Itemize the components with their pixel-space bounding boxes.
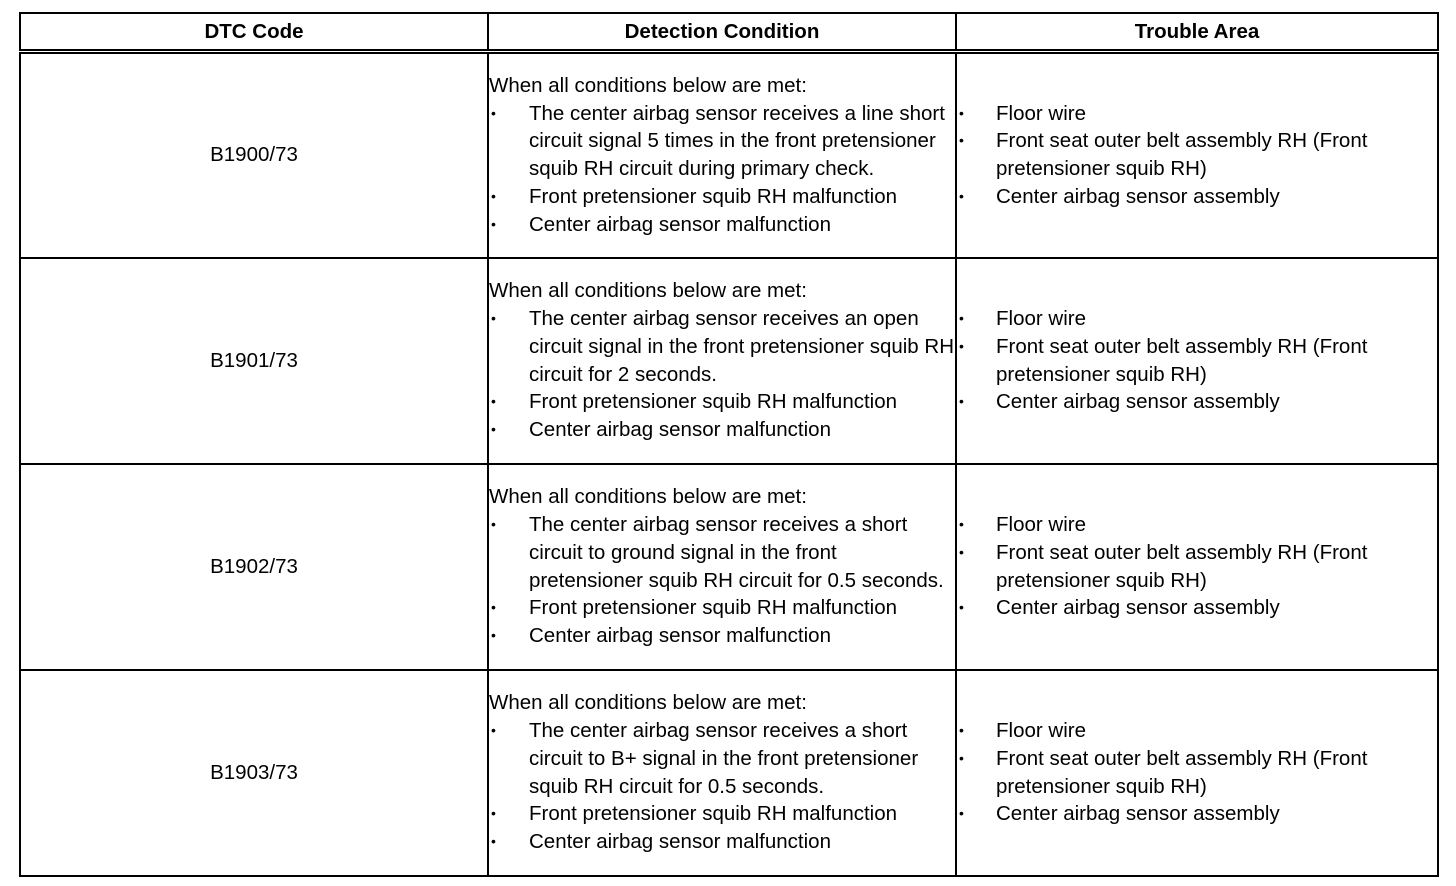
bullet-icon: • — [491, 515, 496, 532]
condition-text: Center airbag sensor malfunction — [529, 624, 831, 648]
condition-item — [489, 594, 955, 622]
trouble-area-list — [957, 717, 1437, 828]
bullet-icon: • — [491, 393, 496, 410]
detection-condition-cell — [488, 670, 956, 876]
trouble-area-text: Floor wire — [996, 101, 1086, 125]
table-body — [20, 52, 1438, 876]
trouble-area-list — [957, 511, 1437, 622]
condition-intro: When all conditions below are met: — [489, 485, 807, 509]
bullet-icon: • — [959, 393, 964, 410]
condition-intro: When all conditions below are met: — [489, 73, 807, 97]
trouble-area-item — [957, 594, 1437, 622]
condition-text: The center airbag sensor receives a short circuit to ground signal in the front pretensioner squib RH circuit for 0.5 seconds. — [529, 512, 944, 592]
header-detection-condition: Detection Condition — [488, 13, 956, 52]
trouble-area-text: Front seat outer belt assembly RH (Front pretensioner squib RH) — [996, 746, 1368, 798]
bullet-icon: • — [491, 421, 496, 438]
bullet-icon: • — [959, 599, 964, 616]
table-row — [20, 464, 1438, 670]
table-row — [20, 52, 1438, 258]
condition-text: The center airbag sensor receives an open circuit signal in the front pretensioner squib RH circuit for 2 seconds. — [529, 306, 955, 386]
condition-item — [489, 388, 955, 416]
bullet-icon: • — [959, 104, 964, 121]
bullet-icon: • — [959, 805, 964, 822]
trouble-area-text: Floor wire — [996, 718, 1086, 742]
bullet-icon: • — [959, 132, 964, 149]
condition-list — [489, 717, 955, 856]
trouble-area-item — [957, 717, 1437, 745]
trouble-area-item — [957, 127, 1437, 183]
condition-item — [489, 622, 955, 650]
trouble-area-text: Center airbag sensor assembly — [996, 185, 1280, 209]
bullet-icon: • — [491, 721, 496, 738]
trouble-area-item — [957, 100, 1437, 128]
trouble-area-text: Front seat outer belt assembly RH (Front pretensioner squib RH) — [996, 129, 1368, 181]
detection-condition-cell — [488, 258, 956, 464]
trouble-area-cell — [956, 464, 1438, 670]
header-dtc-code: DTC Code — [20, 13, 488, 52]
trouble-area-item — [957, 183, 1437, 211]
trouble-area-text: Center airbag sensor assembly — [996, 596, 1280, 620]
trouble-area-text: Front seat outer belt assembly RH (Front pretensioner squib RH) — [996, 334, 1368, 386]
condition-text: Front pretensioner squib RH malfunction — [529, 185, 898, 209]
bullet-icon: • — [959, 309, 964, 326]
bullet-icon: • — [491, 627, 496, 644]
condition-item — [489, 305, 955, 388]
condition-item — [489, 211, 955, 239]
condition-list — [489, 305, 955, 444]
condition-list — [489, 511, 955, 650]
bullet-icon: • — [491, 104, 496, 121]
trouble-area-text: Center airbag sensor assembly — [996, 802, 1280, 826]
bullet-icon: • — [491, 309, 496, 326]
condition-text: Center airbag sensor malfunction — [529, 418, 831, 442]
trouble-area-cell — [956, 52, 1438, 258]
condition-text: Center airbag sensor malfunction — [529, 212, 831, 236]
condition-item — [489, 828, 955, 856]
condition-item — [489, 717, 955, 800]
condition-text: The center airbag sensor receives a line short circuit signal 5 times in the front pretensioner squib RH circuit during primary check. — [529, 101, 945, 181]
bullet-icon: • — [959, 721, 964, 738]
detection-condition-cell — [488, 52, 956, 258]
trouble-area-item — [957, 305, 1437, 333]
trouble-area-text: Center airbag sensor assembly — [996, 390, 1280, 414]
trouble-area-text: Front seat outer belt assembly RH (Front pretensioner squib RH) — [996, 540, 1368, 592]
bullet-icon: • — [959, 188, 964, 205]
trouble-area-item — [957, 539, 1437, 595]
bullet-icon: • — [959, 749, 964, 766]
bullet-icon: • — [959, 337, 964, 354]
condition-intro: When all conditions below are met: — [489, 279, 807, 303]
dtc-code-cell: B1903/73 — [20, 670, 488, 876]
trouble-area-item — [957, 800, 1437, 828]
trouble-area-cell — [956, 258, 1438, 464]
bullet-icon: • — [959, 515, 964, 532]
bullet-icon: • — [491, 833, 496, 850]
bullet-icon: • — [491, 805, 496, 822]
table-header — [20, 13, 1438, 52]
dtc-code-cell: B1901/73 — [20, 258, 488, 464]
bullet-icon: • — [491, 188, 496, 205]
condition-list — [489, 100, 955, 239]
table-row — [20, 670, 1438, 876]
condition-item — [489, 416, 955, 444]
trouble-area-text: Floor wire — [996, 306, 1086, 330]
detection-condition-cell — [488, 464, 956, 670]
condition-text: Front pretensioner squib RH malfunction — [529, 596, 898, 620]
trouble-area-item — [957, 511, 1437, 539]
bullet-icon: • — [959, 543, 964, 560]
trouble-area-list — [957, 305, 1437, 416]
bullet-icon: • — [491, 599, 496, 616]
bullet-icon: • — [491, 215, 496, 232]
trouble-area-item — [957, 745, 1437, 801]
dtc-code-cell: B1900/73 — [20, 52, 488, 258]
table-row — [20, 258, 1438, 464]
condition-item — [489, 511, 955, 594]
condition-item — [489, 800, 955, 828]
condition-item — [489, 100, 955, 183]
condition-item — [489, 183, 955, 211]
condition-text: Front pretensioner squib RH malfunction — [529, 390, 898, 414]
condition-text: Front pretensioner squib RH malfunction — [529, 802, 898, 826]
condition-text: Center airbag sensor malfunction — [529, 830, 831, 854]
dtc-code-cell: B1902/73 — [20, 464, 488, 670]
condition-intro: When all conditions below are met: — [489, 691, 807, 715]
trouble-area-list — [957, 100, 1437, 211]
header-row — [20, 13, 1438, 52]
trouble-area-item — [957, 333, 1437, 389]
trouble-area-item — [957, 388, 1437, 416]
header-trouble-area: Trouble Area — [956, 13, 1438, 52]
condition-text: The center airbag sensor receives a short circuit to B+ signal in the front pretensioner squib RH circuit for 0.5 seconds. — [529, 718, 919, 798]
trouble-area-text: Floor wire — [996, 512, 1086, 536]
dtc-table — [19, 12, 1439, 877]
trouble-area-cell — [956, 670, 1438, 876]
